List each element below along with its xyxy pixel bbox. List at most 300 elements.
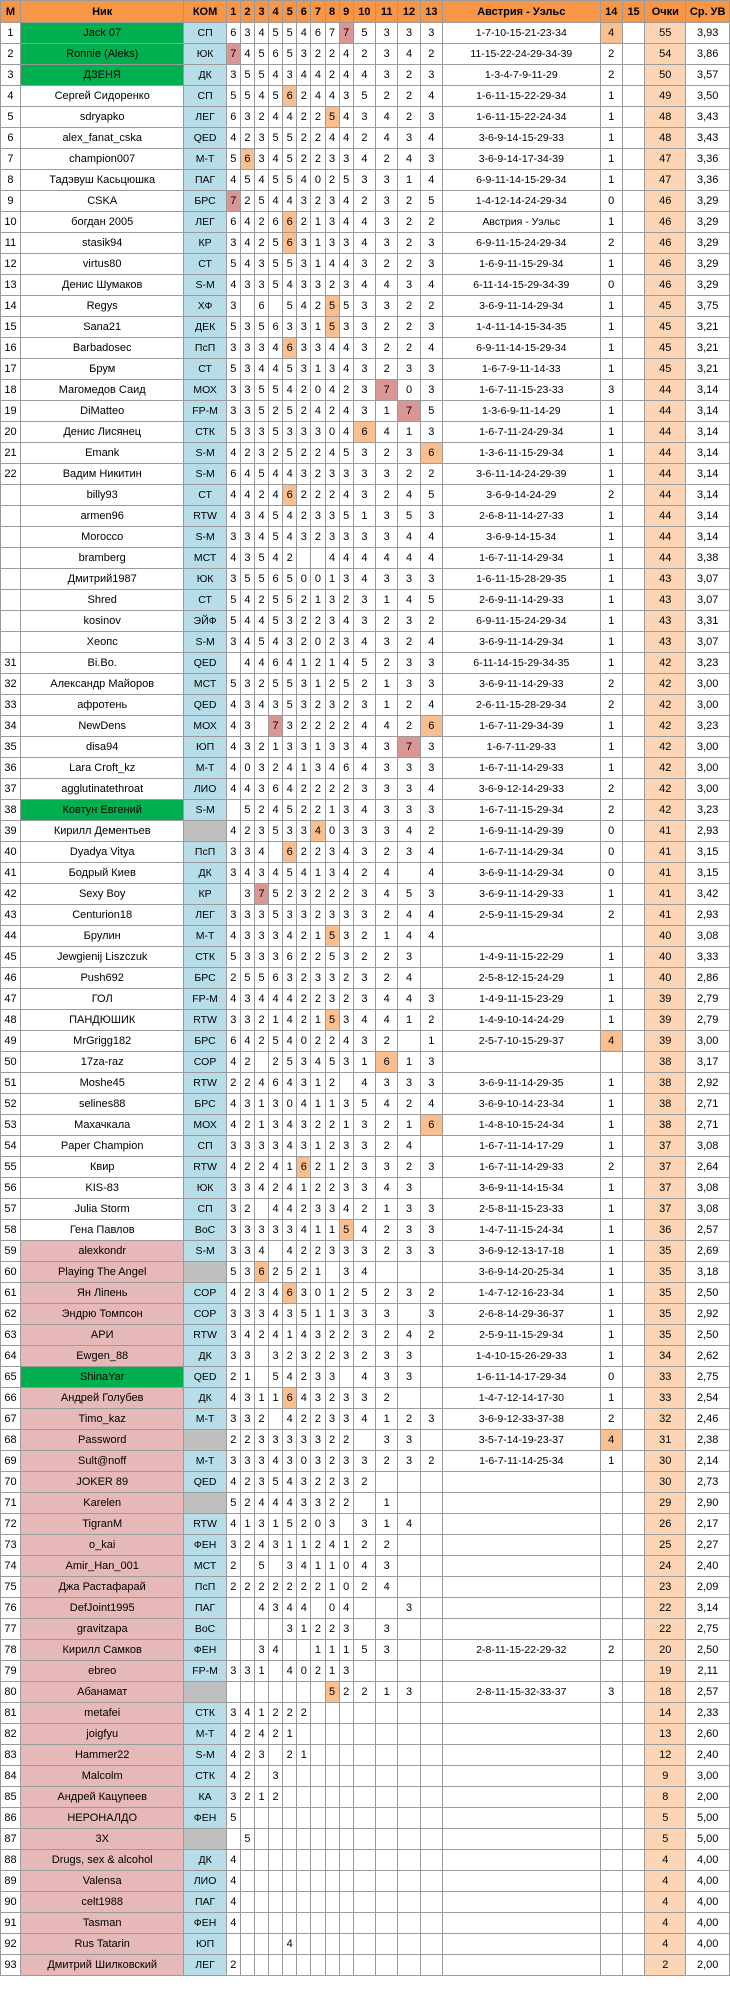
table-row — [1, 1136, 730, 1157]
row-round-score: 4 — [398, 989, 420, 1010]
row-nickname: Кирилл Дементьев — [20, 821, 183, 842]
row-match-prediction: 1-6-7-11-14-17-29 — [443, 1136, 601, 1157]
row-round-score — [240, 1892, 254, 1913]
row-round-score — [376, 1892, 398, 1913]
row-round-score — [311, 1829, 325, 1850]
row-round-score: 4 — [353, 1262, 375, 1283]
row-round-score: 3 — [353, 1388, 375, 1409]
row-match-prediction — [443, 1535, 601, 1556]
row-nickname: Кирилл Самков — [20, 1640, 183, 1661]
row-round-score: 5 — [339, 296, 353, 317]
row-round-score: 2 — [376, 1220, 398, 1241]
row-round-score: 5 — [339, 170, 353, 191]
row-round-score: 4 — [240, 1703, 254, 1724]
row-round-score: 0 — [311, 380, 325, 401]
row-match-prediction — [443, 1661, 601, 1682]
row-round-score: 4 — [269, 1157, 283, 1178]
row-round-score: 4 — [254, 359, 268, 380]
row-round-score: 2 — [240, 1577, 254, 1598]
row-round-14: 1 — [600, 1304, 622, 1325]
row-round-score: 2 — [269, 443, 283, 464]
row-round-score: 1 — [254, 1787, 268, 1808]
row-round-score: 3 — [353, 1514, 375, 1535]
row-round-14: 1 — [600, 107, 622, 128]
table-row — [1, 380, 730, 401]
row-position: 17 — [1, 359, 21, 380]
row-round-score — [269, 1913, 283, 1934]
row-round-score: 3 — [353, 485, 375, 506]
row-position: 90 — [1, 1892, 21, 1913]
row-round-score: 3 — [339, 1178, 353, 1199]
row-round-score: 5 — [353, 86, 375, 107]
row-points: 12 — [645, 1745, 686, 1766]
row-nickname: alexkondr — [20, 1241, 183, 1262]
row-match-prediction — [443, 1493, 601, 1514]
row-round-score: 2 — [398, 632, 420, 653]
row-round-14: 1 — [600, 1094, 622, 1115]
row-round-15 — [622, 107, 644, 128]
row-round-15 — [622, 317, 644, 338]
row-round-score: 5 — [283, 149, 297, 170]
row-position: 77 — [1, 1619, 21, 1640]
row-round-score: 2 — [254, 1010, 268, 1031]
row-round-score: 4 — [297, 170, 311, 191]
row-round-score: 3 — [311, 1367, 325, 1388]
row-average: 3,21 — [686, 359, 730, 380]
row-round-14: 2 — [600, 674, 622, 695]
row-round-score: 3 — [353, 1031, 375, 1052]
row-round-score — [297, 1766, 311, 1787]
row-round-score: 3 — [311, 758, 325, 779]
row-round-14: 1 — [600, 1010, 622, 1031]
row-round-score — [420, 1136, 442, 1157]
row-round-score: 4 — [339, 863, 353, 884]
row-round-score: 2 — [353, 674, 375, 695]
row-team: СТК — [184, 422, 226, 443]
row-round-score: 4 — [339, 1199, 353, 1220]
row-round-score: 1 — [398, 1052, 420, 1073]
row-round-score — [398, 1577, 420, 1598]
row-round-score: 5 — [339, 443, 353, 464]
row-round-14: 1 — [600, 1346, 622, 1367]
row-round-score — [376, 1808, 398, 1829]
row-round-score: 4 — [420, 779, 442, 800]
row-round-score — [398, 1262, 420, 1283]
row-round-score: 1 — [325, 569, 339, 590]
row-match-prediction: 1-6-7-11-14-29-34 — [443, 842, 601, 863]
row-match-prediction: 3-6-11-14-24-29-39 — [443, 464, 601, 485]
row-round-14: 1 — [600, 947, 622, 968]
row-round-score: 1 — [311, 590, 325, 611]
row-round-score: 4 — [226, 1871, 240, 1892]
row-round-score: 1 — [376, 590, 398, 611]
row-average: 3,86 — [686, 44, 730, 65]
row-round-score: 2 — [311, 128, 325, 149]
header-round: 2 — [240, 1, 254, 23]
row-round-score: 5 — [269, 1472, 283, 1493]
row-round-score: 4 — [240, 779, 254, 800]
row-round-score: 3 — [254, 1430, 268, 1451]
row-round-score: 5 — [420, 485, 442, 506]
row-round-14: 2 — [600, 233, 622, 254]
row-round-score: 2 — [398, 695, 420, 716]
table-row — [1, 296, 730, 317]
row-round-score: 5 — [269, 422, 283, 443]
row-round-score: 3 — [254, 905, 268, 926]
row-round-score: 3 — [420, 674, 442, 695]
row-round-score: 2 — [398, 233, 420, 254]
row-round-score: 2 — [297, 1241, 311, 1262]
row-round-score: 5 — [420, 590, 442, 611]
row-round-14: 1 — [600, 1325, 622, 1346]
row-team — [184, 821, 226, 842]
row-round-score: 2 — [353, 863, 375, 884]
row-round-score: 1 — [269, 1514, 283, 1535]
row-round-score — [311, 1871, 325, 1892]
row-round-score: 2 — [420, 1451, 442, 1472]
row-round-score: 5 — [226, 590, 240, 611]
row-round-score: 4 — [254, 1724, 268, 1745]
row-round-score: 3 — [376, 527, 398, 548]
row-round-score: 3 — [240, 422, 254, 443]
row-round-score: 2 — [297, 1010, 311, 1031]
row-round-14: 2 — [600, 905, 622, 926]
row-round-score: 2 — [311, 149, 325, 170]
row-average: 3,18 — [686, 1262, 730, 1283]
row-round-score — [311, 1787, 325, 1808]
row-round-score — [420, 1493, 442, 1514]
row-match-prediction: 1-4-9-10-14-24-29 — [443, 1010, 601, 1031]
row-round-14: 1 — [600, 737, 622, 758]
row-round-score: 3 — [269, 947, 283, 968]
row-points: 37 — [645, 1136, 686, 1157]
row-round-score — [420, 1472, 442, 1493]
row-round-score: 2 — [420, 821, 442, 842]
row-round-14: 1 — [600, 1220, 622, 1241]
row-round-score: 3 — [353, 107, 375, 128]
row-round-score: 3 — [240, 1241, 254, 1262]
row-round-score: 2 — [339, 590, 353, 611]
row-round-score: 4 — [226, 1766, 240, 1787]
row-round-score: 3 — [226, 1661, 240, 1682]
row-points: 39 — [645, 1010, 686, 1031]
row-average: 3,75 — [686, 296, 730, 317]
row-round-score: 2 — [376, 359, 398, 380]
row-round-score: 5 — [254, 1556, 268, 1577]
row-round-score: 3 — [420, 758, 442, 779]
row-round-15 — [622, 422, 644, 443]
row-round-score: 3 — [254, 926, 268, 947]
row-round-score: 0 — [325, 422, 339, 443]
row-average: 2,50 — [686, 1325, 730, 1346]
row-round-score: 3 — [420, 107, 442, 128]
row-round-score: 4 — [254, 1073, 268, 1094]
row-round-score: 5 — [269, 86, 283, 107]
row-round-score — [269, 1241, 283, 1262]
row-team: ЮП — [184, 737, 226, 758]
row-round-score — [339, 1367, 353, 1388]
row-round-score: 2 — [297, 1409, 311, 1430]
header-row — [1, 1, 730, 23]
row-round-14: 4 — [600, 1031, 622, 1052]
table-row — [1, 23, 730, 44]
row-round-score: 2 — [353, 1577, 375, 1598]
row-round-score: 3 — [339, 1262, 353, 1283]
row-round-score — [398, 1829, 420, 1850]
row-round-score: 3 — [226, 1220, 240, 1241]
row-round-14: 2 — [600, 1640, 622, 1661]
table-row — [1, 842, 730, 863]
row-points: 34 — [645, 1346, 686, 1367]
row-round-score: 3 — [398, 653, 420, 674]
row-round-score: 2 — [240, 1745, 254, 1766]
row-round-score — [353, 1955, 375, 1976]
row-round-score: 4 — [226, 1388, 240, 1409]
row-round-score: 3 — [240, 1178, 254, 1199]
row-team: СП — [184, 86, 226, 107]
row-round-score: 2 — [376, 317, 398, 338]
row-round-score: 4 — [283, 1073, 297, 1094]
row-round-score: 3 — [240, 23, 254, 44]
row-points: 9 — [645, 1766, 686, 1787]
row-round-score: 3 — [339, 464, 353, 485]
row-round-15 — [622, 863, 644, 884]
row-round-score: 3 — [325, 695, 339, 716]
row-round-score: 4 — [420, 86, 442, 107]
row-round-score: 2 — [376, 1283, 398, 1304]
row-round-score: 3 — [420, 653, 442, 674]
row-round-score: 2 — [339, 968, 353, 989]
table-row — [1, 989, 730, 1010]
row-team: S-M — [184, 464, 226, 485]
table-row — [1, 800, 730, 821]
row-position: 48 — [1, 1010, 21, 1031]
row-average: 3,29 — [686, 212, 730, 233]
row-round-score: 1 — [325, 1556, 339, 1577]
row-round-score: 2 — [240, 1115, 254, 1136]
row-round-score — [254, 1682, 268, 1703]
row-round-14 — [600, 1850, 622, 1871]
row-round-score: 4 — [240, 254, 254, 275]
row-round-score — [311, 1724, 325, 1745]
header-round: 7 — [311, 1, 325, 23]
row-points: 42 — [645, 737, 686, 758]
row-round-score: 3 — [240, 1409, 254, 1430]
row-round-14: 2 — [600, 1157, 622, 1178]
row-round-score — [398, 1850, 420, 1871]
row-round-score: 4 — [297, 23, 311, 44]
row-round-15 — [622, 1115, 644, 1136]
row-team: ПсП — [184, 842, 226, 863]
row-points: 22 — [645, 1619, 686, 1640]
row-round-score: 1 — [325, 1661, 339, 1682]
row-points: 43 — [645, 632, 686, 653]
row-round-score: 3 — [353, 1136, 375, 1157]
row-round-score: 4 — [254, 506, 268, 527]
row-points: 2 — [645, 1955, 686, 1976]
row-round-score — [283, 1955, 297, 1976]
row-round-score — [311, 1682, 325, 1703]
table-row — [1, 737, 730, 758]
row-points: 45 — [645, 359, 686, 380]
row-round-score: 2 — [376, 1535, 398, 1556]
row-average: 2,71 — [686, 1115, 730, 1136]
row-team: ВоС — [184, 1220, 226, 1241]
row-round-score — [269, 1955, 283, 1976]
row-round-score: 2 — [376, 905, 398, 926]
row-round-score: 3 — [353, 1115, 375, 1136]
row-round-score: 5 — [240, 1829, 254, 1850]
row-round-score: 4 — [269, 149, 283, 170]
row-round-score — [325, 1745, 339, 1766]
row-position: 34 — [1, 716, 21, 737]
row-round-score: 3 — [353, 443, 375, 464]
row-round-score: 4 — [240, 863, 254, 884]
row-round-14: 1 — [600, 1451, 622, 1472]
row-round-score: 3 — [353, 380, 375, 401]
row-round-score: 3 — [297, 527, 311, 548]
row-average: 2,93 — [686, 821, 730, 842]
row-round-score: 3 — [353, 989, 375, 1010]
row-round-score — [226, 653, 240, 674]
row-round-score — [420, 1724, 442, 1745]
row-round-score — [420, 1682, 442, 1703]
row-round-15 — [622, 1871, 644, 1892]
row-position: 39 — [1, 821, 21, 842]
row-round-score: 2 — [311, 800, 325, 821]
row-nickname: Password — [20, 1430, 183, 1451]
row-round-score: 3 — [254, 863, 268, 884]
row-round-15 — [622, 1241, 644, 1262]
row-round-score: 3 — [226, 1703, 240, 1724]
row-position: 55 — [1, 1157, 21, 1178]
row-round-score: 3 — [226, 905, 240, 926]
row-position: 7 — [1, 149, 21, 170]
row-round-score: 4 — [226, 443, 240, 464]
row-round-score: 5 — [283, 863, 297, 884]
row-average: 4,00 — [686, 1892, 730, 1913]
row-round-score: 2 — [376, 653, 398, 674]
row-round-score: 4 — [325, 128, 339, 149]
row-round-score: 3 — [325, 1241, 339, 1262]
table-row — [1, 1262, 730, 1283]
row-nickname: CSKA — [20, 191, 183, 212]
row-round-score: 3 — [376, 464, 398, 485]
row-average: 3,14 — [686, 401, 730, 422]
row-round-15 — [622, 1934, 644, 1955]
row-round-score: 4 — [353, 800, 375, 821]
row-round-score: 6 — [269, 779, 283, 800]
row-round-score: 3 — [283, 821, 297, 842]
row-round-score: 3 — [420, 1199, 442, 1220]
row-round-score: 5 — [283, 401, 297, 422]
row-round-score: 4 — [339, 254, 353, 275]
row-round-score: 2 — [283, 1745, 297, 1766]
row-round-score: 2 — [240, 1472, 254, 1493]
table-row — [1, 485, 730, 506]
row-round-15 — [622, 590, 644, 611]
row-round-score: 6 — [283, 212, 297, 233]
table-row — [1, 359, 730, 380]
row-position: 68 — [1, 1430, 21, 1451]
row-round-score: 4 — [376, 1178, 398, 1199]
row-round-score: 3 — [339, 800, 353, 821]
row-average: 3,43 — [686, 128, 730, 149]
row-round-score: 2 — [398, 107, 420, 128]
table-row — [1, 653, 730, 674]
row-position: 2 — [1, 44, 21, 65]
row-match-prediction: 6-9-11-15-24-29-34 — [443, 233, 601, 254]
row-nickname: Ковтун Евгений — [20, 800, 183, 821]
row-round-score: 4 — [283, 779, 297, 800]
row-nickname: Emank — [20, 443, 183, 464]
row-round-score: 1 — [311, 359, 325, 380]
row-average: 2,57 — [686, 1682, 730, 1703]
row-round-score: 3 — [353, 338, 375, 359]
row-round-score — [353, 1703, 375, 1724]
row-points: 38 — [645, 1115, 686, 1136]
table-row — [1, 527, 730, 548]
row-round-score: 3 — [339, 233, 353, 254]
row-round-score: 3 — [398, 1220, 420, 1241]
row-position: 71 — [1, 1493, 21, 1514]
row-nickname: billy93 — [20, 485, 183, 506]
row-round-score: 7 — [226, 191, 240, 212]
row-round-score: 1 — [398, 1010, 420, 1031]
row-round-score: 2 — [297, 506, 311, 527]
row-round-score: 3 — [398, 1598, 420, 1619]
row-round-score — [376, 1745, 398, 1766]
row-round-score: 3 — [311, 1199, 325, 1220]
row-round-score — [240, 1682, 254, 1703]
row-round-score: 2 — [226, 1577, 240, 1598]
row-round-score: 0 — [398, 380, 420, 401]
row-round-score: 1 — [254, 1115, 268, 1136]
row-position: 84 — [1, 1766, 21, 1787]
row-round-score: 4 — [398, 527, 420, 548]
row-round-score: 4 — [226, 1283, 240, 1304]
row-position: 37 — [1, 779, 21, 800]
row-round-score: 3 — [283, 968, 297, 989]
row-round-score: 3 — [297, 275, 311, 296]
row-round-score: 3 — [240, 1220, 254, 1241]
row-round-score: 3 — [353, 317, 375, 338]
row-round-score: 2 — [311, 191, 325, 212]
row-average: 3,00 — [686, 758, 730, 779]
row-nickname: Amir_Han_001 — [20, 1556, 183, 1577]
row-round-score: 5 — [398, 506, 420, 527]
row-round-score: 4 — [353, 212, 375, 233]
row-round-14: 1 — [600, 170, 622, 191]
row-round-score: 4 — [226, 1115, 240, 1136]
row-round-score: 1 — [376, 674, 398, 695]
row-round-15 — [622, 443, 644, 464]
row-nickname: Ян Ліпень — [20, 1283, 183, 1304]
row-round-score — [240, 1871, 254, 1892]
row-round-score: 6 — [269, 968, 283, 989]
table-row — [1, 1157, 730, 1178]
row-round-score: 3 — [376, 23, 398, 44]
row-round-score: 3 — [376, 800, 398, 821]
row-nickname: Sana21 — [20, 317, 183, 338]
row-round-score: 3 — [325, 989, 339, 1010]
row-round-score: 3 — [353, 527, 375, 548]
row-points: 44 — [645, 401, 686, 422]
row-round-score: 6 — [226, 23, 240, 44]
row-round-score — [420, 1955, 442, 1976]
row-round-score: 5 — [240, 800, 254, 821]
row-round-15 — [622, 23, 644, 44]
